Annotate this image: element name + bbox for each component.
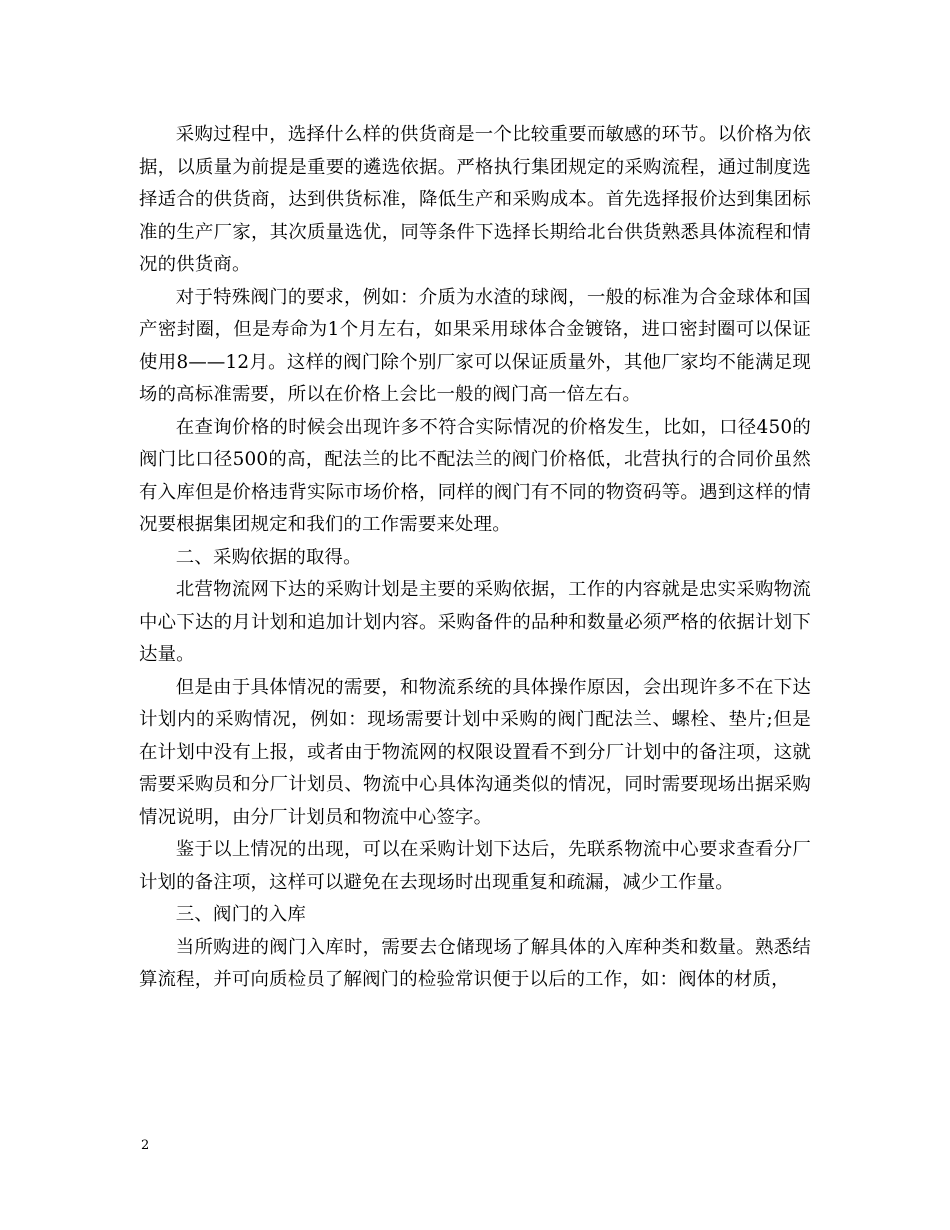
section-heading-valve-warehousing: 三、阀门的入库 — [175, 904, 306, 925]
paragraph-check-remarks: 鉴于以上情况的出现，可以在采购计划下达后，先联系物流中心要求查看分厂计划的备注项，这样可以避免在去现场时出现重复和疏漏，减少工作量。 — [139, 839, 811, 893]
paragraph-price-inquiry: 在查询价格的时候会出现许多不符合实际情况的价格发生，比如，口径450的阀门比口径500的高，配法兰的比不配法兰的阀门价格低，北营执行的合同价虽然有入库但是价格违背实际市场价格，同样的阀门有不同的物资码等。遇到这样的情况要根据集团规定和我们的工作需要来处理。 — [139, 416, 811, 535]
document-body — [139, 119, 811, 997]
paragraph-unplanned-purchases: 但是由于具体情况的需要，和物流系统的具体操作原因，会出现许多不在下达计划内的采购情况，例如：现场需要计划中采购的阀门配法兰、螺栓、垫片;但是在计划中没有上报，或者由于物流网的权限设置看不到分厂计划中的备注项，这就需要采购员和分厂计划员、物流中心具体沟通类似的情况，同时需要现场出据采购情况说明，由分厂计划员和物流中心签字。 — [139, 676, 811, 828]
paragraph-procurement-plan: 北营物流网下达的采购计划是主要的采购依据，工作的内容就是忠实采购物流中心下达的月计划和追加计划内容。采购备件的品种和数量必须严格的依据计划下达量。 — [139, 579, 811, 665]
paragraph-warehousing: 当所购进的阀门入库时，需要去仓储现场了解具体的入库种类和数量。熟悉结算流程，并可向质检员了解阀门的检验常识便于以后的工作，如：阀体的材质， — [139, 936, 811, 990]
paragraph-special-valves: 对于特殊阀门的要求，例如：介质为水渣的球阀，一般的标准为合金球体和国产密封圈，但是寿命为1个月左右，如果采用球体合金镀铬，进口密封圈可以保证使用8——12月。这样的阀门除个别厂家可以保证质量外，其他厂家均不能满足现场的高标准需要，所以在价格上会比一般的阀门高一倍左右。 — [139, 286, 811, 405]
section-heading-procurement-basis: 二、采购依据的取得。 — [175, 546, 362, 568]
paragraph-supplier-selection: 采购过程中，选择什么样的供货商是一个比较重要而敏感的环节。以价格为依据，以质量为前提是重要的遴选依据。严格执行集团规定的采购流程，通过制度选择适合的供货商，达到供货标准，降低生产和采购成本。首先选择报价达到集团标准的生产厂家，其次质量选优，同等条件下选择长期给北台供货熟悉具体流程和情况的供货商。 — [139, 124, 811, 275]
page-number: 2 — [141, 1138, 150, 1153]
